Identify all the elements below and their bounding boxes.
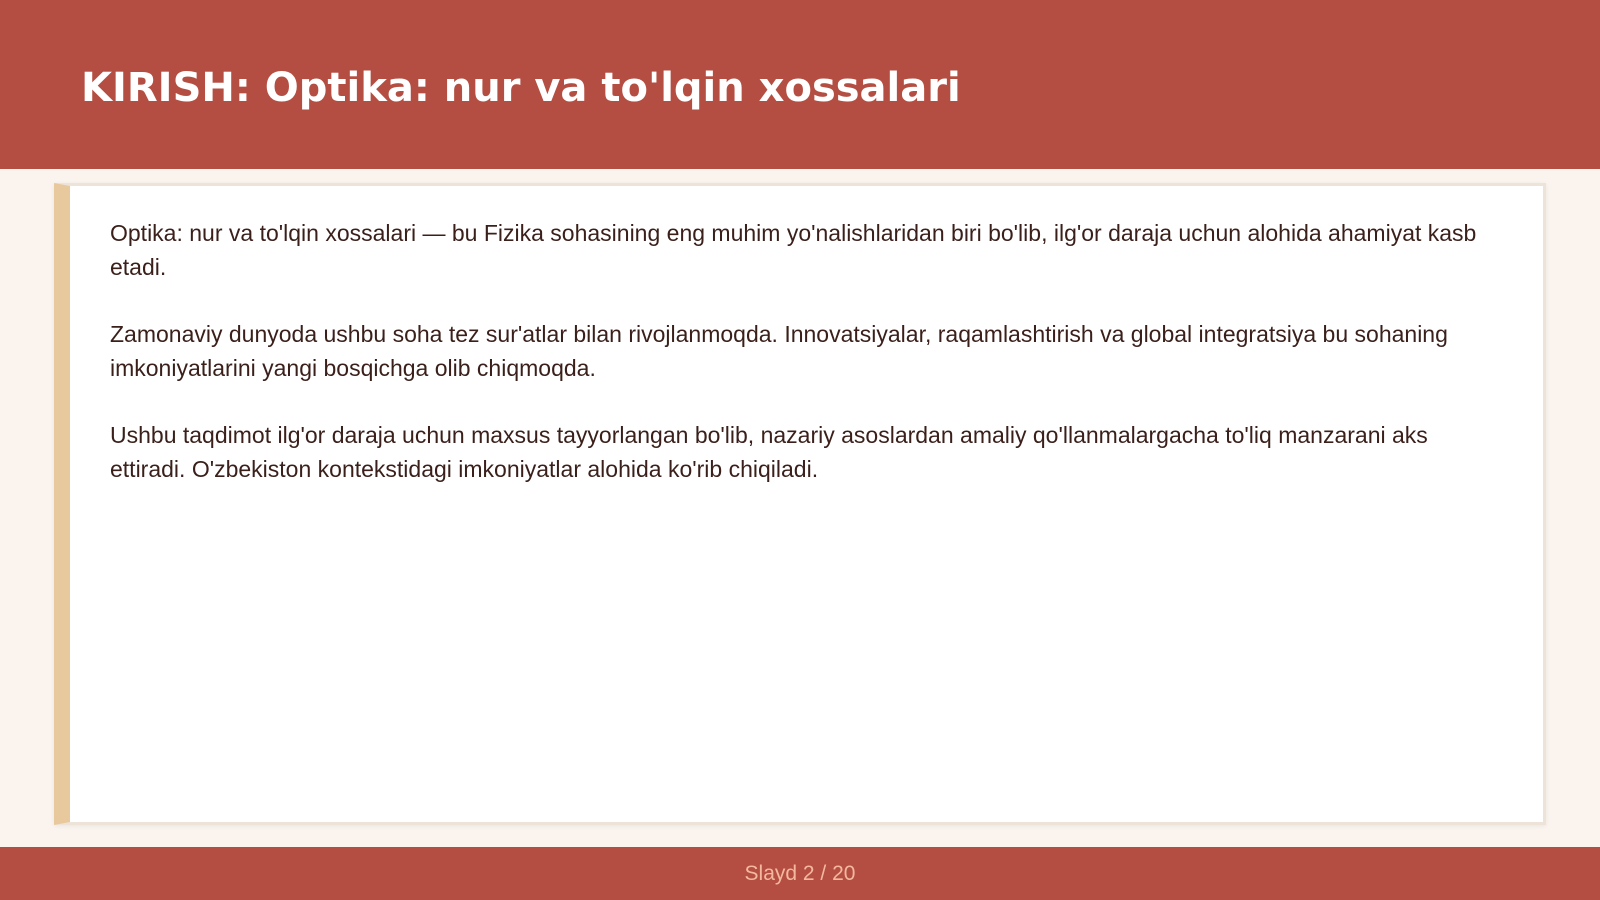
- content-body: [110, 216, 1500, 519]
- content-card: [54, 183, 1546, 825]
- slide-footer: [0, 847, 1600, 900]
- slide-title: KIRISH: Optika: nur va to'lqin xossalari: [81, 65, 961, 111]
- slide-counter: Slayd 2 / 20: [744, 862, 856, 885]
- content-paragraph-1: Optika: nur va to'lqin xossalari — bu Fizika sohasining eng muhim yo'nalishlaridan biri bo'lib, ilg'or daraja uchun alohida ahamiyat kasb etadi.: [110, 220, 1477, 280]
- slide-header: [0, 0, 1600, 169]
- content-paragraph-3: Ushbu taqdimot ilg'or daraja uchun maxsus tayyorlangan bo'lib, nazariy asoslardan amaliy qo'llanmalargacha to'liq manzarani aks ettiradi. O'zbekiston kontekstidagi imkoniyatlar alohida ko'rib chiqiladi.: [110, 422, 1428, 482]
- content-paragraph-2: Zamonaviy dunyoda ushbu soha tez sur'atlar bilan rivojlanmoqda. Innovatsiyalar, raqamlashtirish va global integratsiya bu sohaning imkoniyatlarini yangi bosqichga olib chiqmoqda.: [110, 321, 1448, 381]
